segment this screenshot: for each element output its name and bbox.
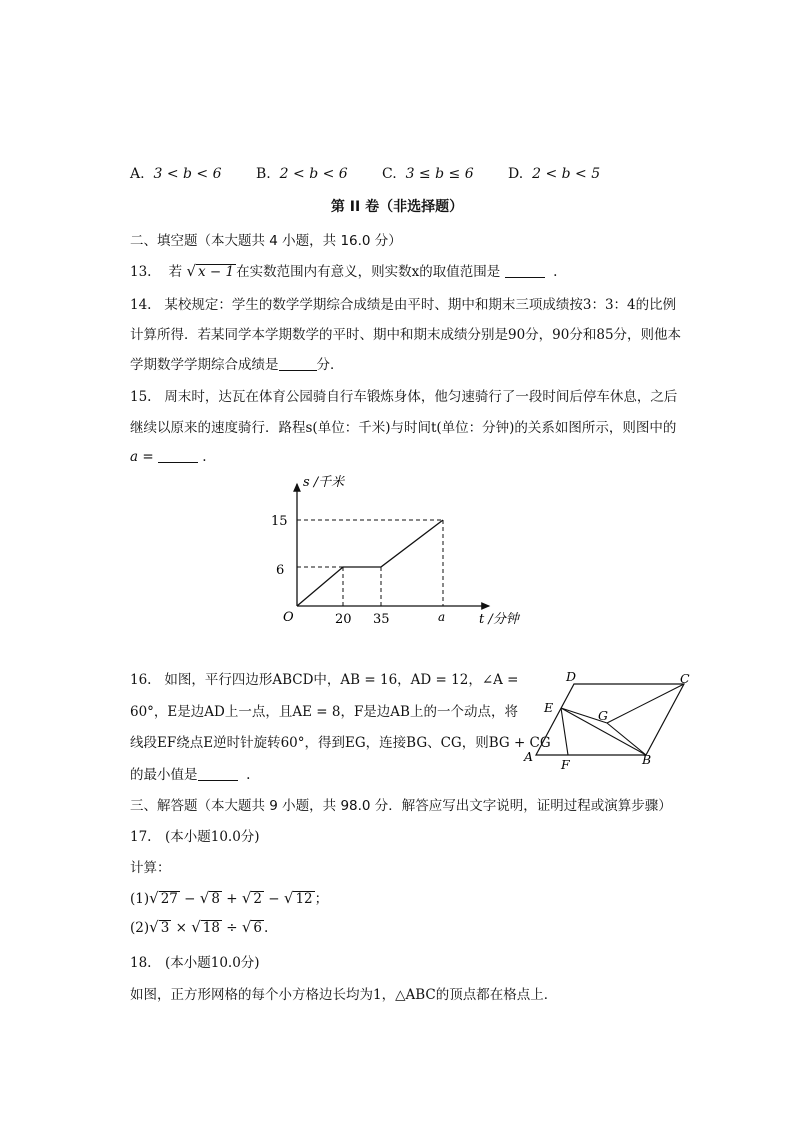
q17-p1-term4: 12 [295, 891, 313, 907]
q17-part2: (2)√ 3 × √ 18 ÷ √ 6 . [130, 918, 269, 936]
option-c-letter: C. [382, 166, 397, 182]
option-c [382, 166, 474, 182]
q14-line3-pre: 学期数学学期综合成绩是 [130, 357, 279, 373]
option-a-letter: A. [130, 166, 145, 182]
q14-line1-text: 某校规定：学生的数学学期综合成绩是由平时、期中和期末三项成绩按3：3：4的比例 [164, 297, 677, 313]
question-14-line2: 计算所得．若某同学本学期数学的平时、期中和期末成绩分别是90分，90分和85分，则他本 [130, 327, 682, 343]
q15-line3-post: . [202, 449, 207, 465]
q13-radicand: x − 1 [198, 264, 235, 280]
y-tick-6: 6 [276, 563, 285, 578]
q14-number: 14. [130, 297, 152, 313]
q13-end: . [553, 264, 558, 280]
y-axis-label: s /千米 [303, 475, 345, 490]
part2-title: 第 II 卷（非选择题） [330, 199, 464, 215]
q17-intro: 计算： [130, 860, 171, 876]
q16-line4-post: . [246, 767, 251, 783]
q13-pre: 若 [168, 264, 183, 280]
sqrt-sign: √ [149, 918, 159, 936]
question-13 [130, 260, 557, 280]
label-d: D [566, 669, 577, 684]
sqrt-sign: √ [149, 889, 159, 907]
option-a [130, 166, 222, 182]
sqrt-sign: √ [241, 918, 252, 936]
question-15-line3 [130, 448, 207, 465]
question-16-line4 [130, 763, 250, 783]
sqrt-sign: √ [191, 918, 201, 936]
q15-answer-blank[interactable] [158, 448, 198, 463]
q16-answer-blank[interactable] [198, 766, 238, 781]
y-tick-15: 15 [271, 514, 288, 529]
label-e: E [544, 700, 554, 715]
option-d-letter: D. [508, 166, 524, 182]
sqrt-sign: √ [283, 889, 294, 907]
q17-p2-term2: 18 [202, 920, 220, 936]
x-tick-20: 20 [335, 612, 352, 627]
q15-line1-text: 周末时，达瓦在体育公园骑自行车锻炼身体，他匀速骑行了一段时间后停车休息，之后 [164, 389, 678, 405]
option-b [256, 166, 348, 182]
origin-label: O [283, 610, 294, 625]
x-tick-35: 35 [373, 612, 390, 627]
q16-number: 16. [130, 672, 152, 688]
option-d-expr: 2 < b < 5 [532, 166, 601, 182]
label-g: G [598, 708, 608, 723]
label-b: B [642, 752, 652, 767]
label-f: F [561, 757, 570, 772]
question-14-line3 [130, 353, 344, 373]
question-16-line2: 60°，E是边AD上一点，且AE = 8，F是边AB上的一个动点，将 [130, 704, 518, 720]
q13-post: 在实数范围内有意义，则实数x的取值范围是 [236, 264, 501, 280]
segment-gc [607, 684, 684, 723]
q18-text: 如图，正方形网格的每个小方格边长均为1，△ABC的顶点都在格点上． [130, 987, 558, 1003]
option-b-letter: B. [256, 166, 271, 182]
q17-p2-term3: 6 [253, 920, 262, 936]
q16-line4-pre: 的最小值是 [130, 767, 198, 783]
q17-p1-label: (1) [130, 891, 150, 907]
q15-graph [255, 470, 545, 635]
sqrt-sign: √ [199, 889, 210, 907]
q17-p1-end: ； [314, 891, 329, 907]
q17-p1-term1: 27 [160, 891, 178, 907]
option-a-expr: 3 < b < 6 [153, 166, 222, 182]
sqrt-sign: √ [241, 889, 252, 907]
q14-line3-post: 分． [316, 357, 344, 373]
q16-figure [520, 668, 700, 773]
x-axis-label: t /分钟 [479, 612, 519, 627]
q18-title: 18. (本小题10.0分) [130, 955, 260, 971]
question-16-line1 [130, 668, 518, 688]
segment-ef [561, 708, 568, 755]
segment-gb [607, 723, 646, 755]
label-c: C [680, 671, 690, 686]
q17-p2-term1: 3 [160, 920, 170, 936]
q17-title: 17. (本小题10.0分) [130, 829, 260, 845]
question-14-line1 [130, 293, 676, 313]
q17-p1-term3: 2 [253, 891, 262, 907]
q17-p2-label: (2) [130, 920, 150, 936]
question-15-line1 [130, 385, 677, 405]
q13-answer-blank[interactable] [505, 263, 545, 278]
q15-line3-pre: a = [130, 449, 154, 465]
distance-time-line [297, 520, 443, 606]
question-15-line2: 继续以原来的速度骑行．路程s(单位：千米)与时间t(单位：分钟)的关系如图所示，则图中的 [130, 420, 677, 436]
section2-header: 二、填空题（本大题共 4 小题，共 16.0 分） [130, 233, 402, 249]
q17-p1-term2: 8 [211, 891, 220, 907]
question-16-line3: 线段EF绕点E逆时针旋转60°，得到EG，连接BG、CG，则BG + CG [130, 735, 551, 751]
q17-p2-end: . [264, 920, 269, 936]
q14-answer-blank[interactable] [279, 356, 317, 371]
q15-number: 15. [130, 389, 152, 405]
option-d [508, 166, 600, 182]
label-a: A [524, 749, 534, 764]
q16-line1-text: 如图，平行四边形ABCD中，AB = 16，AD = 12，∠A = [164, 672, 519, 688]
section3-header: 三、解答题（本大题共 9 小题，共 98.0 分．解答应写出文字说明，证明过程或演算步骤） [130, 798, 672, 814]
q17-part1: (1)√ 27 − √ 8 + √ 2 − √ 12 ； [130, 889, 329, 907]
option-b-expr: 2 < b < 6 [279, 166, 348, 182]
q13-number: 13. [130, 264, 152, 280]
x-tick-a: a [438, 610, 446, 624]
option-c-expr: 3 ≤ b ≤ 6 [405, 166, 474, 182]
sqrt-sign: √ [186, 262, 197, 280]
